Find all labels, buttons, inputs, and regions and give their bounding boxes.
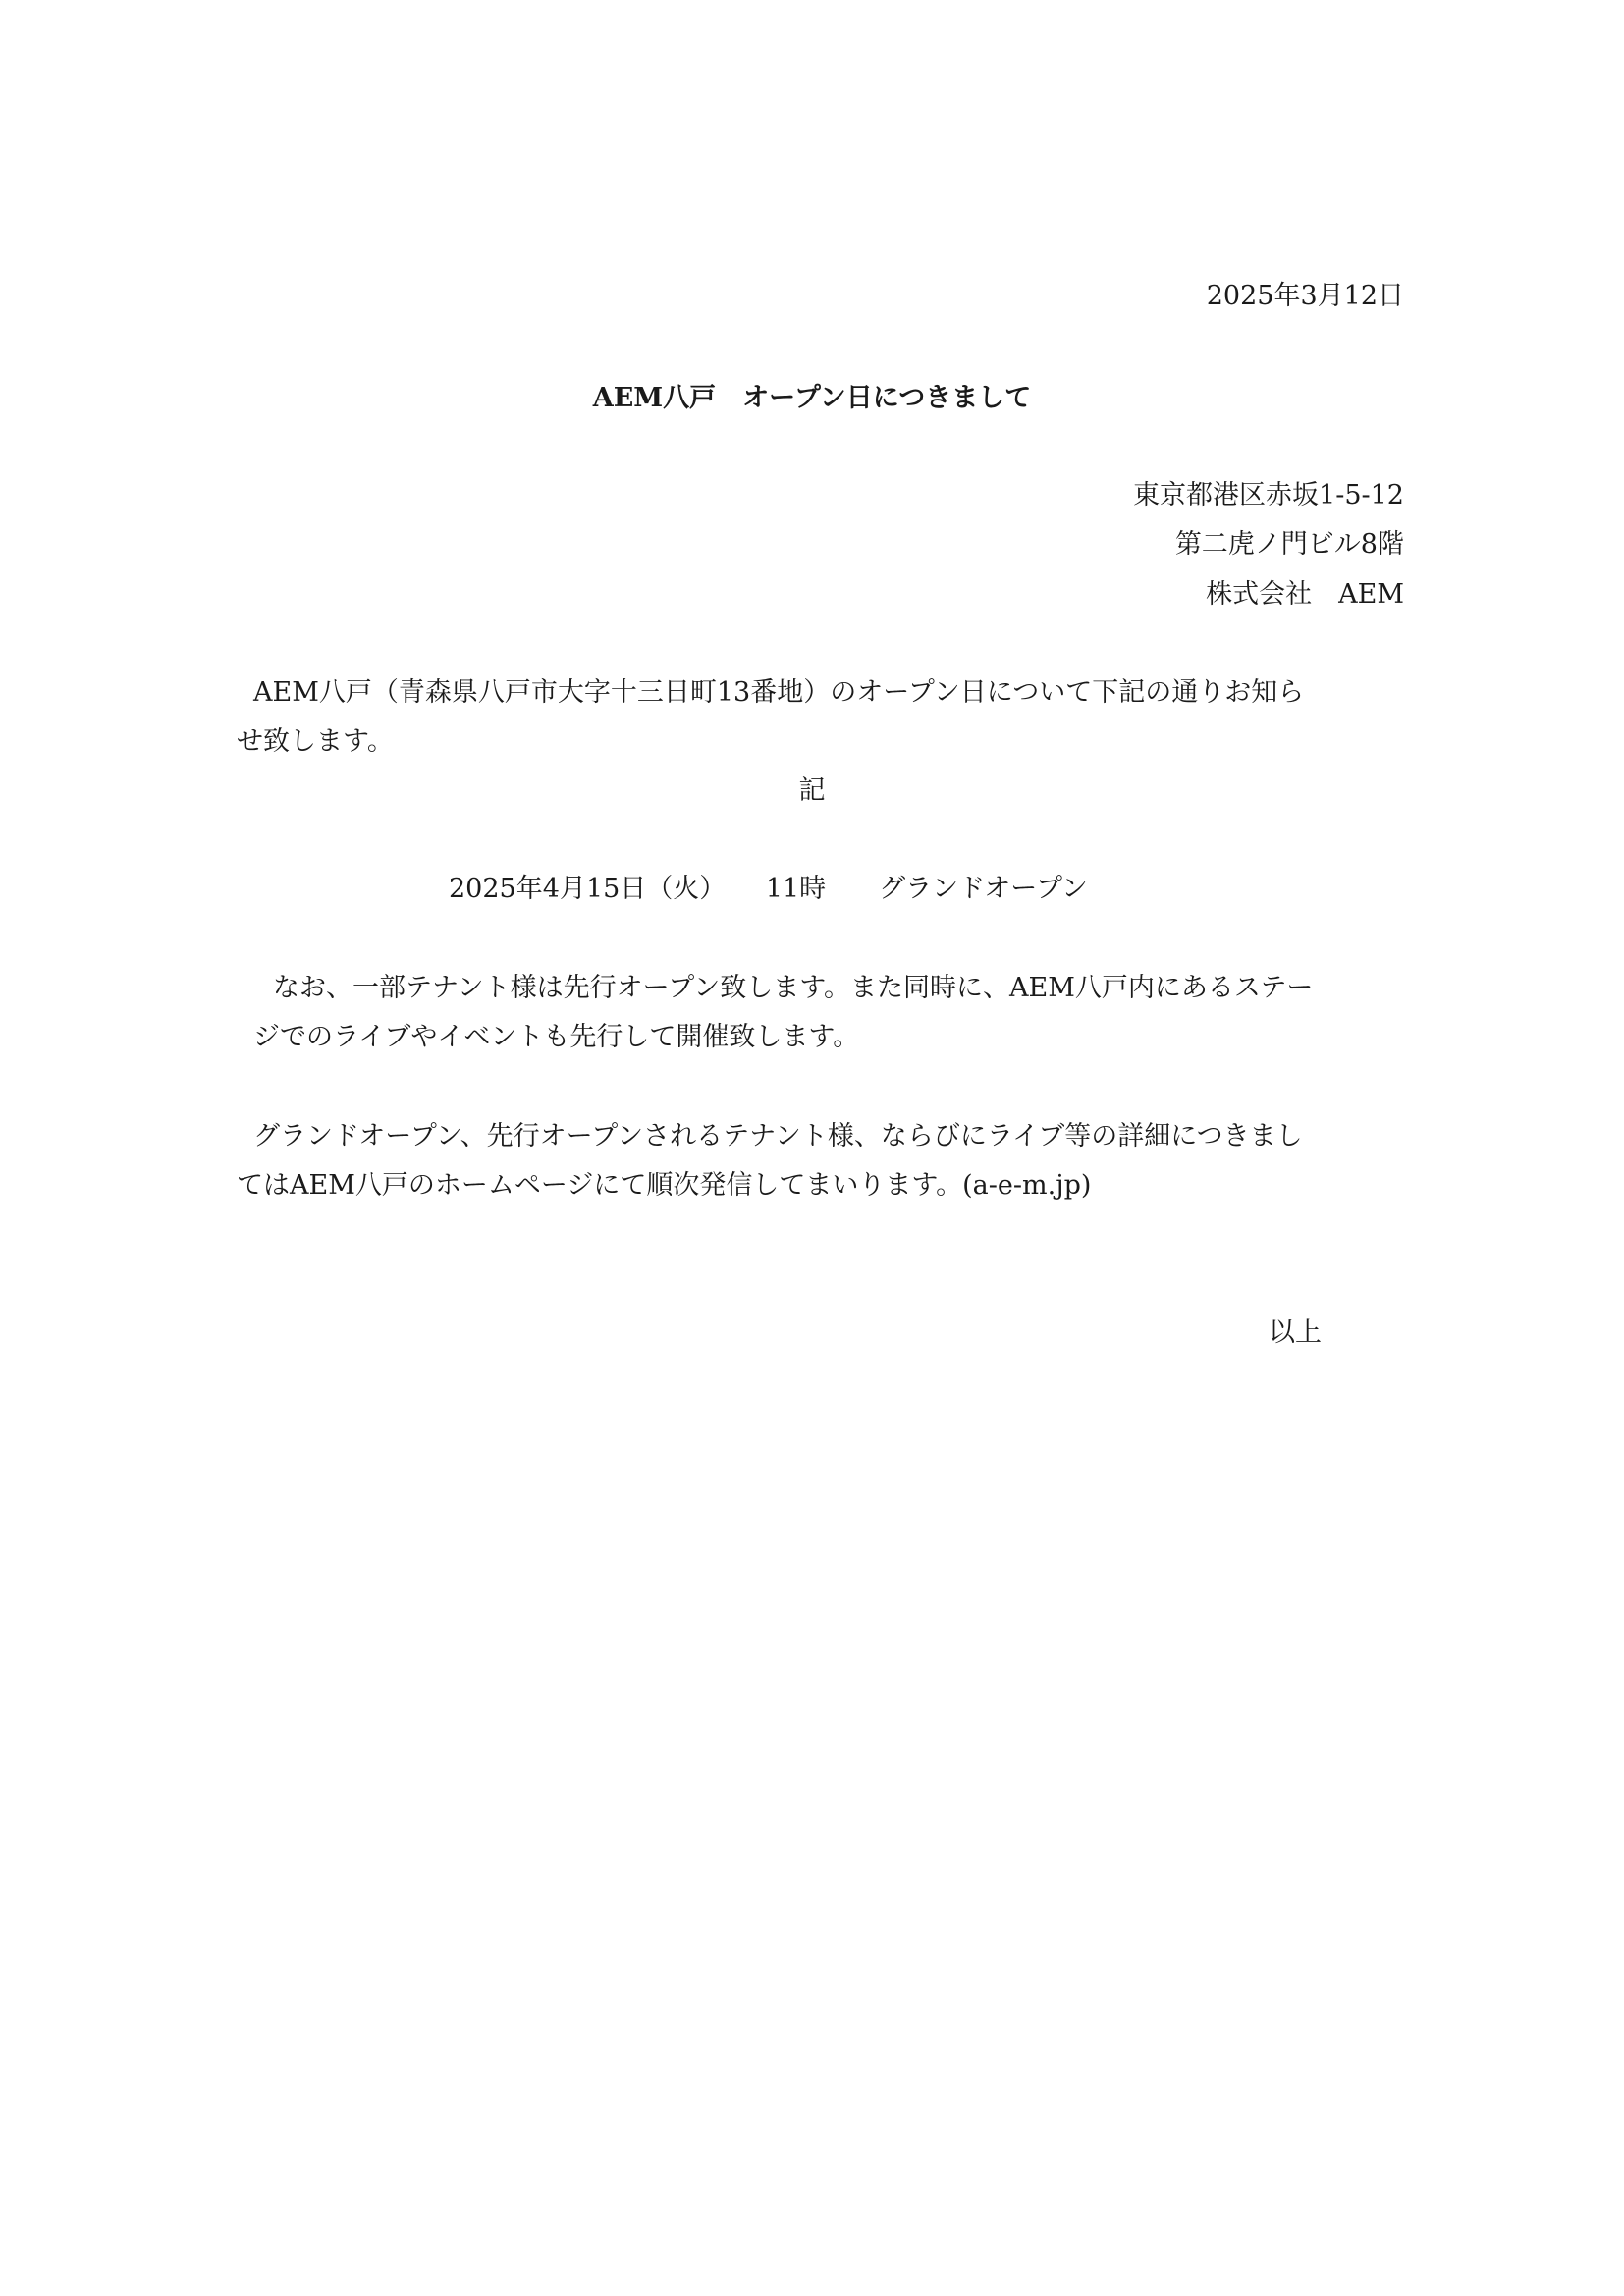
sender-company: 株式会社 AEM [1206,579,1404,610]
intro-line-2: せ致します。 [237,726,394,757]
notice-line-1: なお、一部テナント様は先行オープン致します。また同時に、AEM八戸内にあるステー [273,973,1314,1003]
notice-line-2: ジでのライブやイベントも先行して開催致します。 [253,1022,860,1052]
details-line-2: てはAEM八戸のホームページにて順次発信してまいります。(a-e-m.jp) [237,1170,1092,1201]
ki-heading: 記 [798,775,826,806]
intro-line-1: AEM八戸（青森県八戸市大字十三日町13番地）のオープン日について下記の通りお知ら [253,677,1305,708]
document-title: AEM八戸 オープン日につきまして [592,383,1032,413]
closing-ijo: 以上 [1269,1317,1322,1348]
document-date: 2025年3月12日 [1206,281,1404,311]
sender-address-line2: 第二虎ノ門ビル8階 [1174,529,1404,560]
sender-address-line1: 東京都港区赤坂1-5-12 [1133,480,1404,510]
schedule-line: 2025年4月15日（火） 11時 グランドオープン [449,874,1088,904]
details-line-1: グランドオープン、先行オープンされるテナント様、ならびにライブ等の詳細につきまし [253,1121,1303,1151]
